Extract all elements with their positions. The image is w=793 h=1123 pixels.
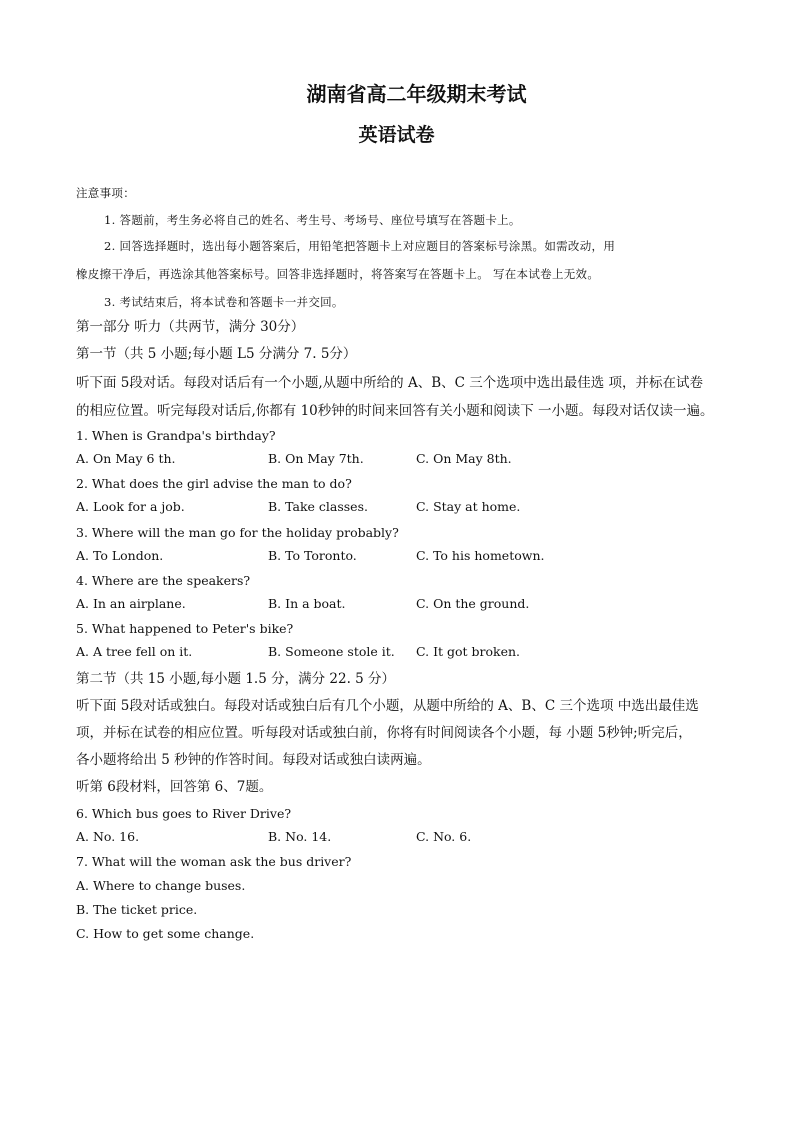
question-2-option-b: B. Take classes. xyxy=(268,499,368,514)
exam-subtitle: 英语试卷 xyxy=(358,124,435,146)
section1-instruction-line-2: 的相应位置。听完每段对话后,你都有 10秒钟的时间来回答有关小题和阅读下 一小题。每段对话仅读一遍。 xyxy=(76,403,714,419)
notice-item-1: 1. 答题前，考生务必将自己的姓名、考生号、考场号、座位号填写在答题卡上。 xyxy=(104,213,521,227)
question-2-option-c: C. Stay at home. xyxy=(416,499,521,514)
question-5-option-c: C. It got broken. xyxy=(416,644,521,659)
section2-instruction-line-2: 项，并标在试卷的相应位置。听每段对话或独白前，你将有时间阅读各个小题，每 小题 5秒钟;听完后， xyxy=(76,725,692,741)
question-2: 2. What does the girl advise the man to do? xyxy=(76,476,352,491)
section2-heading: 第二节（共 15 小题,每小题 1.5 分，满分 22. 5 分） xyxy=(76,671,396,687)
question-7: 7. What will the woman ask the bus driver? xyxy=(76,854,352,869)
question-5-option-a: A. A tree fell on it. xyxy=(76,644,193,659)
part1-heading: 第一部分 听力（共两节，满分 30分） xyxy=(76,319,305,335)
question-1-option-a: A. On May 6 th. xyxy=(76,451,176,466)
notice-item-2-line-1: 2. 回答选择题时，选出每小题答案后，用铅笔把答题卡上对应题目的答案标号涂黑。如需改动，用 xyxy=(104,239,616,253)
question-6-option-b: B. No. 14. xyxy=(268,829,332,844)
section2-instruction-line-3: 各小题将给出 5 秒钟的作答时间。每段对话或独白读两遍。 xyxy=(76,752,431,768)
section1-heading: 第一节（共 5 小题;每小题 L5 分满分 7. 5分） xyxy=(76,346,357,362)
notice-item-2-line-2: 橡皮擦干净后，再选涂其他答案标号。回答非选择题时，将答案写在答题卡上。 写在本试卷上无效。 xyxy=(76,267,600,281)
question-4-option-b: B. In a boat. xyxy=(268,596,346,611)
question-2-option-a: A. Look for a job. xyxy=(76,499,185,514)
question-4-option-a: A. In an airplane. xyxy=(76,596,186,611)
notice-item-3: 3. 考试结束后，将本试卷和答题卡一并交回。 xyxy=(104,295,344,309)
question-1-option-b: B. On May 7th. xyxy=(268,451,364,466)
question-3-option-c: C. To his hometown. xyxy=(416,548,545,563)
question-6: 6. Which bus goes to River Drive? xyxy=(76,806,292,821)
question-3-option-b: B. To Toronto. xyxy=(268,548,357,563)
exam-title: 湖南省高二年级期末考试 xyxy=(306,82,527,106)
question-4: 4. Where are the speakers? xyxy=(76,573,251,588)
question-4-option-c: C. On the ground. xyxy=(416,596,530,611)
section2-instruction-line-1: 听下面 5段对话或独白。每段对话或独白后有几个小题，从题中所给的 A、B、C 三个选项 中选出最佳选 xyxy=(76,698,699,714)
question-6-option-a: A. No. 16. xyxy=(76,829,140,844)
question-6-option-c: C. No. 6. xyxy=(416,829,472,844)
material-6-heading: 听第 6段材料，回答第 6、7题。 xyxy=(76,779,273,795)
question-1: 1. When is Grandpa's birthday? xyxy=(76,428,276,443)
notice-heading: 注意事项： xyxy=(76,186,135,200)
question-7-option-c: C. How to get some change. xyxy=(76,926,255,941)
question-1-option-c: C. On May 8th. xyxy=(416,451,512,466)
question-3: 3. Where will the man go for the holiday probably? xyxy=(76,525,399,540)
question-5: 5. What happened to Peter's bike? xyxy=(76,621,294,636)
section1-instruction-line-1: 听下面 5段对话。每段对话后有一个小题,从题中所给的 A、B、C 三个选项中选出最佳选 项，并标在试卷 xyxy=(76,375,704,391)
question-7-option-a: A. Where to change buses. xyxy=(76,878,246,893)
question-3-option-a: A. To London. xyxy=(76,548,164,563)
question-7-option-b: B. The ticket price. xyxy=(76,902,198,917)
question-5-option-b: B. Someone stole it. xyxy=(268,644,395,659)
